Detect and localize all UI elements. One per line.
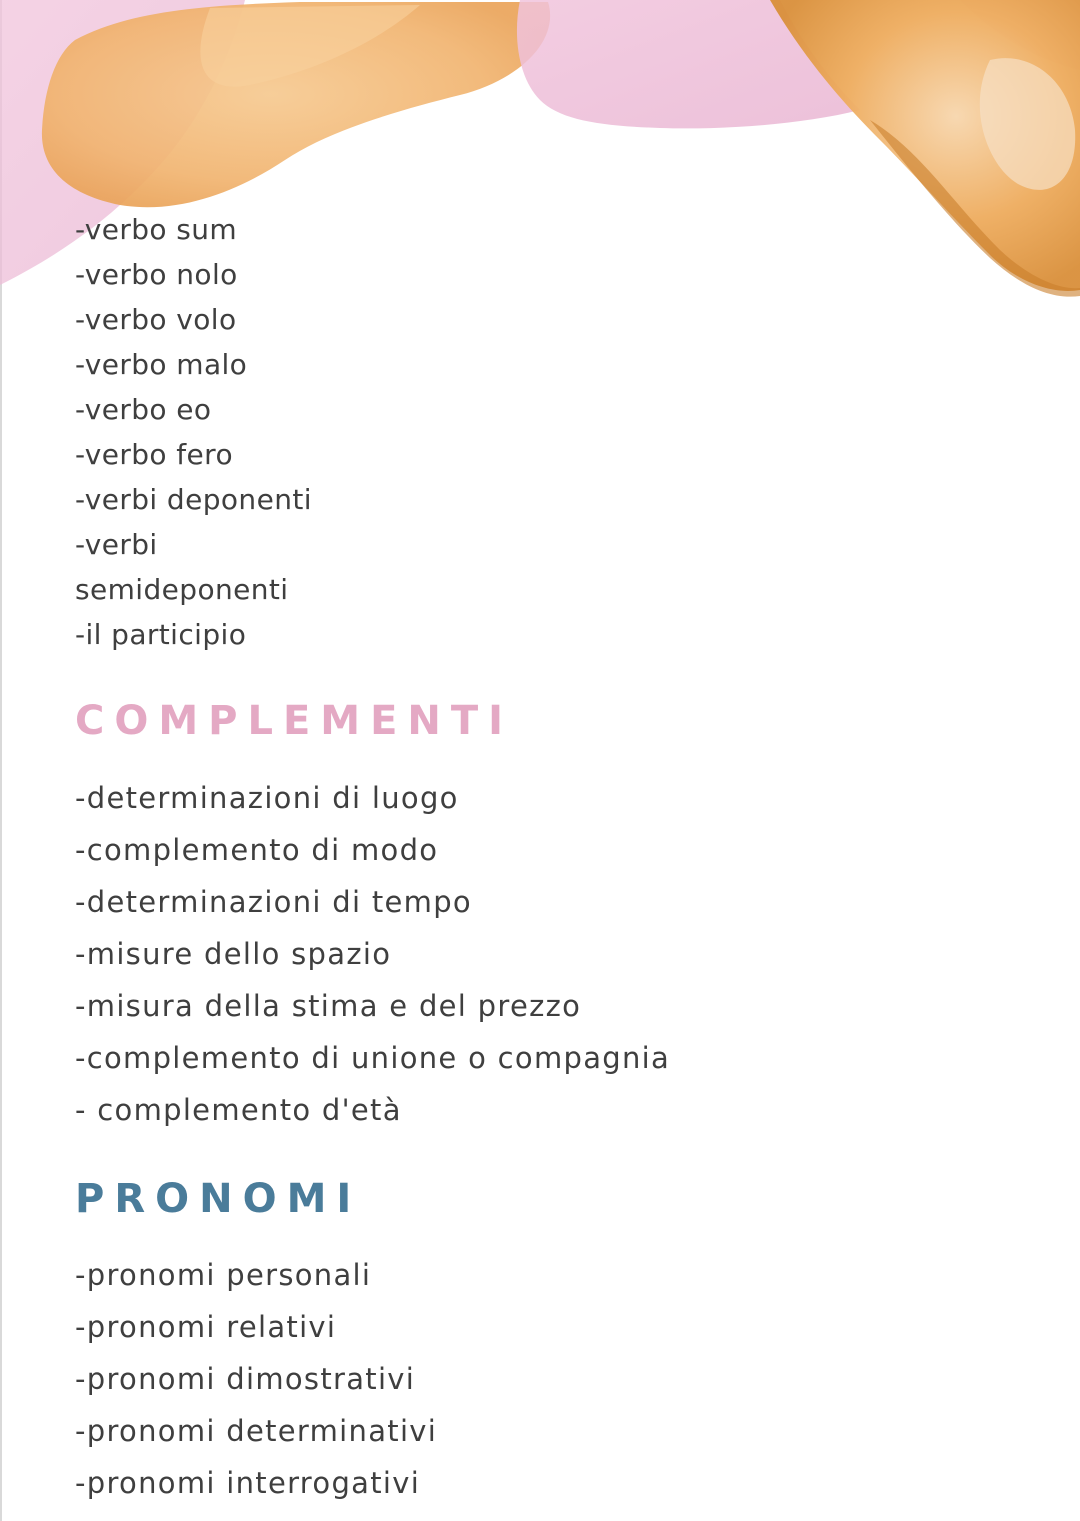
list-item: -pronomi determinativi (75, 1414, 438, 1448)
list-item: -pronomi dimostrativi (75, 1362, 416, 1396)
list-item: -verbo volo (75, 303, 237, 336)
verb-list (75, 207, 312, 657)
list-item: -verbo nolo (75, 258, 238, 291)
list-item: - complemento d'età (75, 1093, 402, 1127)
list-item: -complemento di unione o compagnia (75, 1041, 671, 1075)
list-item: -misura della stima e del prezzo (75, 989, 582, 1023)
complementi-list (75, 772, 670, 1136)
list-item: -verbo sum (75, 213, 238, 246)
list-item: -pronomi interrogativi (75, 1466, 421, 1500)
list-item: -pronomi personali (75, 1258, 372, 1292)
pronomi-list (75, 1249, 437, 1509)
list-item: -misure dello spazio (75, 937, 392, 971)
list-item: -verbi (75, 528, 158, 561)
list-item: -verbo eo (75, 393, 212, 426)
complementi-heading: COMPLEMENTI (75, 698, 514, 744)
pronomi-heading: PRONOMI (75, 1176, 362, 1222)
list-item: -determinazioni di luogo (75, 781, 459, 815)
list-item: -complemento di modo (75, 833, 439, 867)
list-item: -verbo fero (75, 438, 233, 471)
list-item: -verbi deponenti (75, 483, 312, 516)
list-item: semideponenti (75, 573, 289, 606)
list-item: -verbo malo (75, 348, 248, 381)
list-item: -pronomi relativi (75, 1310, 337, 1344)
list-item: -il participio (75, 618, 247, 651)
list-item: -determinazioni di tempo (75, 885, 472, 919)
